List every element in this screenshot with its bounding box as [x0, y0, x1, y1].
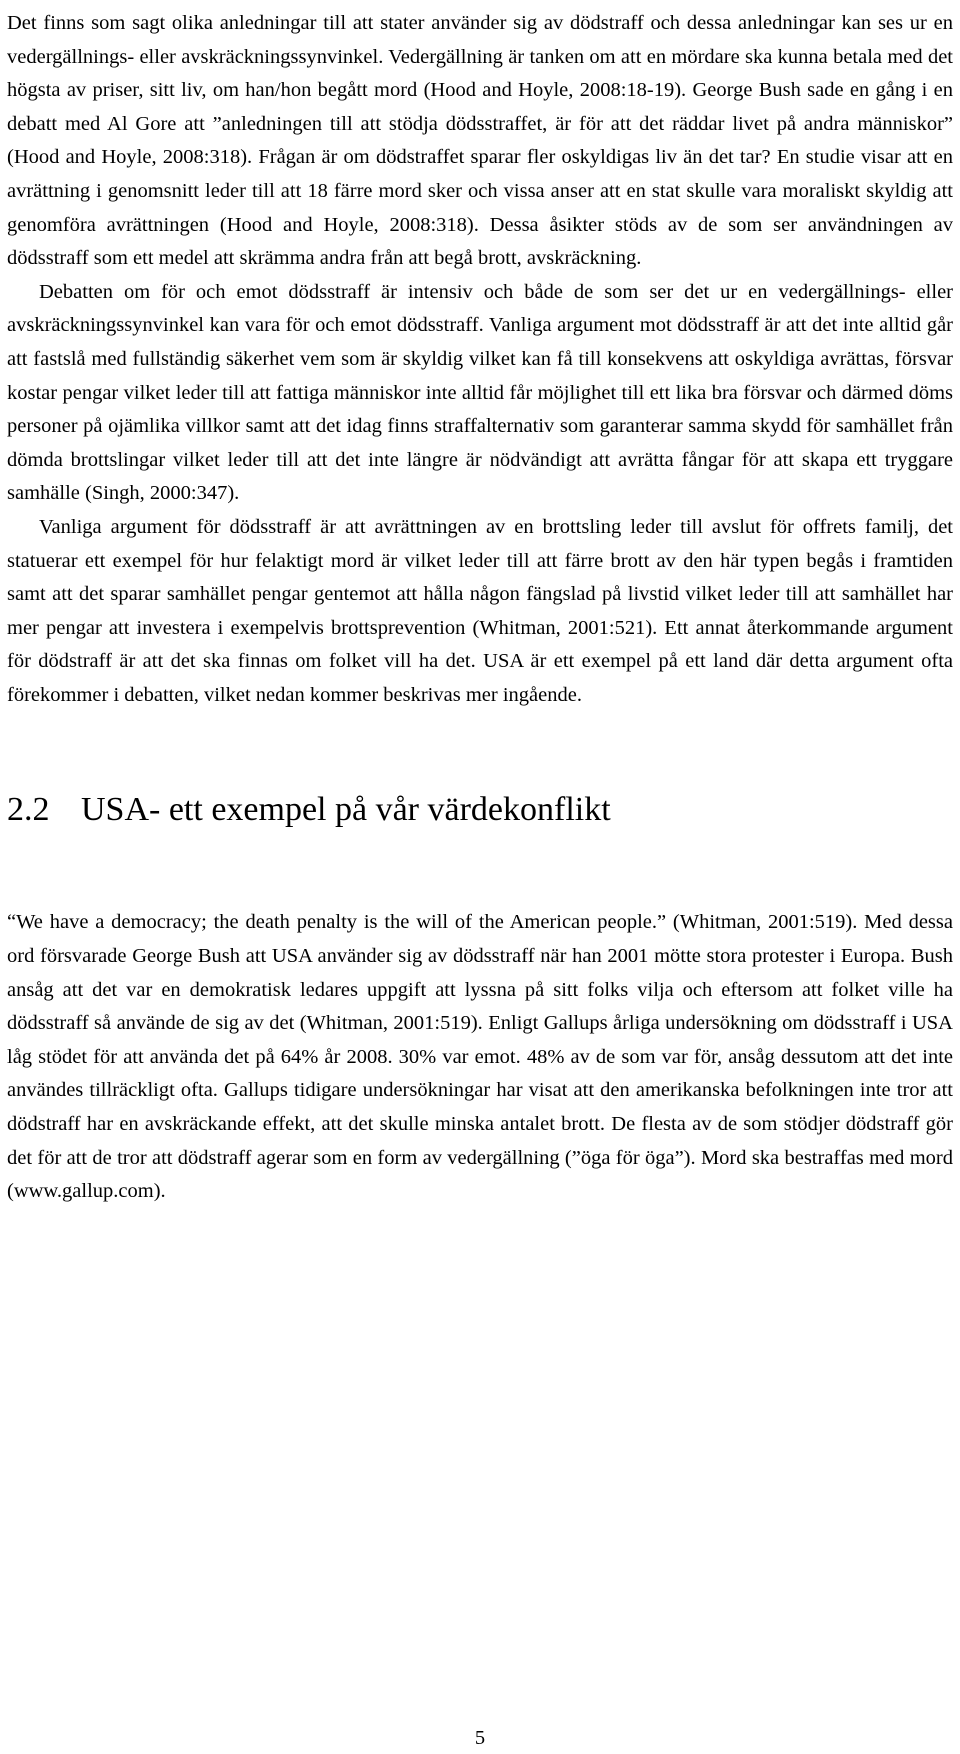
- body-paragraph: Det finns som sagt olika anledningar till att stater använder sig av dödstraff och dessa anledningar kan ses ur en vedergällnings- eller avskräckningssynvinkel. Vedergällning är tanken om att en mördare ska kunna betala med det högsta av priser, sitt liv, om han/hon begått mord (Hood and Hoyle, 2008:18-19). George Bush sade en gång i en debatt med Al Gore att ”anledningen till att stödja dödsstraffet, är för att det räddar livet på andra människor” (Hood and Hoyle, 2008:318). Frågan är om dödstraffet sparar fler oskyldigas liv än det tar? En studie visar att en avrättning i genomsnitt leder till att 18 färre mord sker och vissa anser att en stat skulle vara moraliskt skyldig att genomföra avrättningen (Hood and Hoyle, 2008:318). Dessa åsikter stöds av de som ser användningen av dödsstraff som ett medel att skrämma andra från att begå brott, avskräckning.: [7, 12, 953, 270]
- section-title: USA- ett exempel på vår värdekonflikt: [81, 791, 611, 829]
- body-paragraph: Vanliga argument för dödsstraff är att avrättningen av en brottsling leder till avslut för offrets familj, det statuerar ett exempel för hur felaktigt mord är vilket leder till att färre brott av den här typen begås i framtiden samt att det sparar samhället pengar gentemot att hålla någon fängslad på livstid vilket leder till att samhället har mer pengar att investera i exempelvis brottsprevention (Whitman, 2001:521). Ett annat återkommande argument för dödstraff är att det ska finnas om folket vill ha det. USA är ett exempel på ett land där detta argument ofta förekommer i debatten, vilket nedan kommer beskrivas mer ingående.: [7, 515, 953, 706]
- section-number: 2.2: [7, 791, 50, 829]
- body-paragraph: Debatten om för och emot dödsstraff är intensiv och både de som ser det ur en vedergällnings- eller avskräckningssynvinkel kan vara för och emot dödsstraff. Vanliga argument mot dödsstraff är att det inte alltid går att fastslå med fullständig säkerhet vem som är skyldig vilket kan få till konsekvens att oskyldiga avrättas, försvar kostar pengar vilket leder till att fattiga människor inte alltid får möjlighet till ett lika bra försvar och därmed döms personer på ojämlika villkor samt att det idag finns straffalternativ som garanterar samma skydd för samhället från dömda brottslingar vilket leder till att det inte längre är nödvändigt att avrätta fångar för att skapa ett tryggare samhälle (Singh, 2000:347).: [7, 280, 953, 505]
- document-page: [7, 0, 953, 1209]
- section-paragraph: “We have a democracy; the death penalty is the will of the American people.” (Whitman, 2001:519). Med dessa ord försvarade George Bush att USA använder sig av dödsstraff när han 2001 mötte stora protester i Europa. Bush ansåg att det var en demokratisk ledares uppgift att lyssna på sitt folks vilja och eftersom att folket ville ha dödsstraff så använde de sig av det (Whitman, 2001:519). Enligt Gallups årliga undersökning om dödsstraff i USA låg stödet för att använda det på 64% år 2008. 30% var emot. 48% av de som var för, ansåg dessutom att det inte användes tillräckligt ofta. Gallups tidigare undersökningar har visat att den amerikanska befolkningen inte tror att dödstraff har en avskräckande effekt, att det skulle minska antalet brott. De flesta av de som stödjer dödstraff gör det för att de tror att dödstraff agerar som en form av vedergällning (”öga för öga”). Mord ska bestraffas med mord (www.gallup.com).: [7, 911, 953, 1203]
- page-number: 5: [474, 1727, 486, 1749]
- section-heading: [7, 790, 953, 830]
